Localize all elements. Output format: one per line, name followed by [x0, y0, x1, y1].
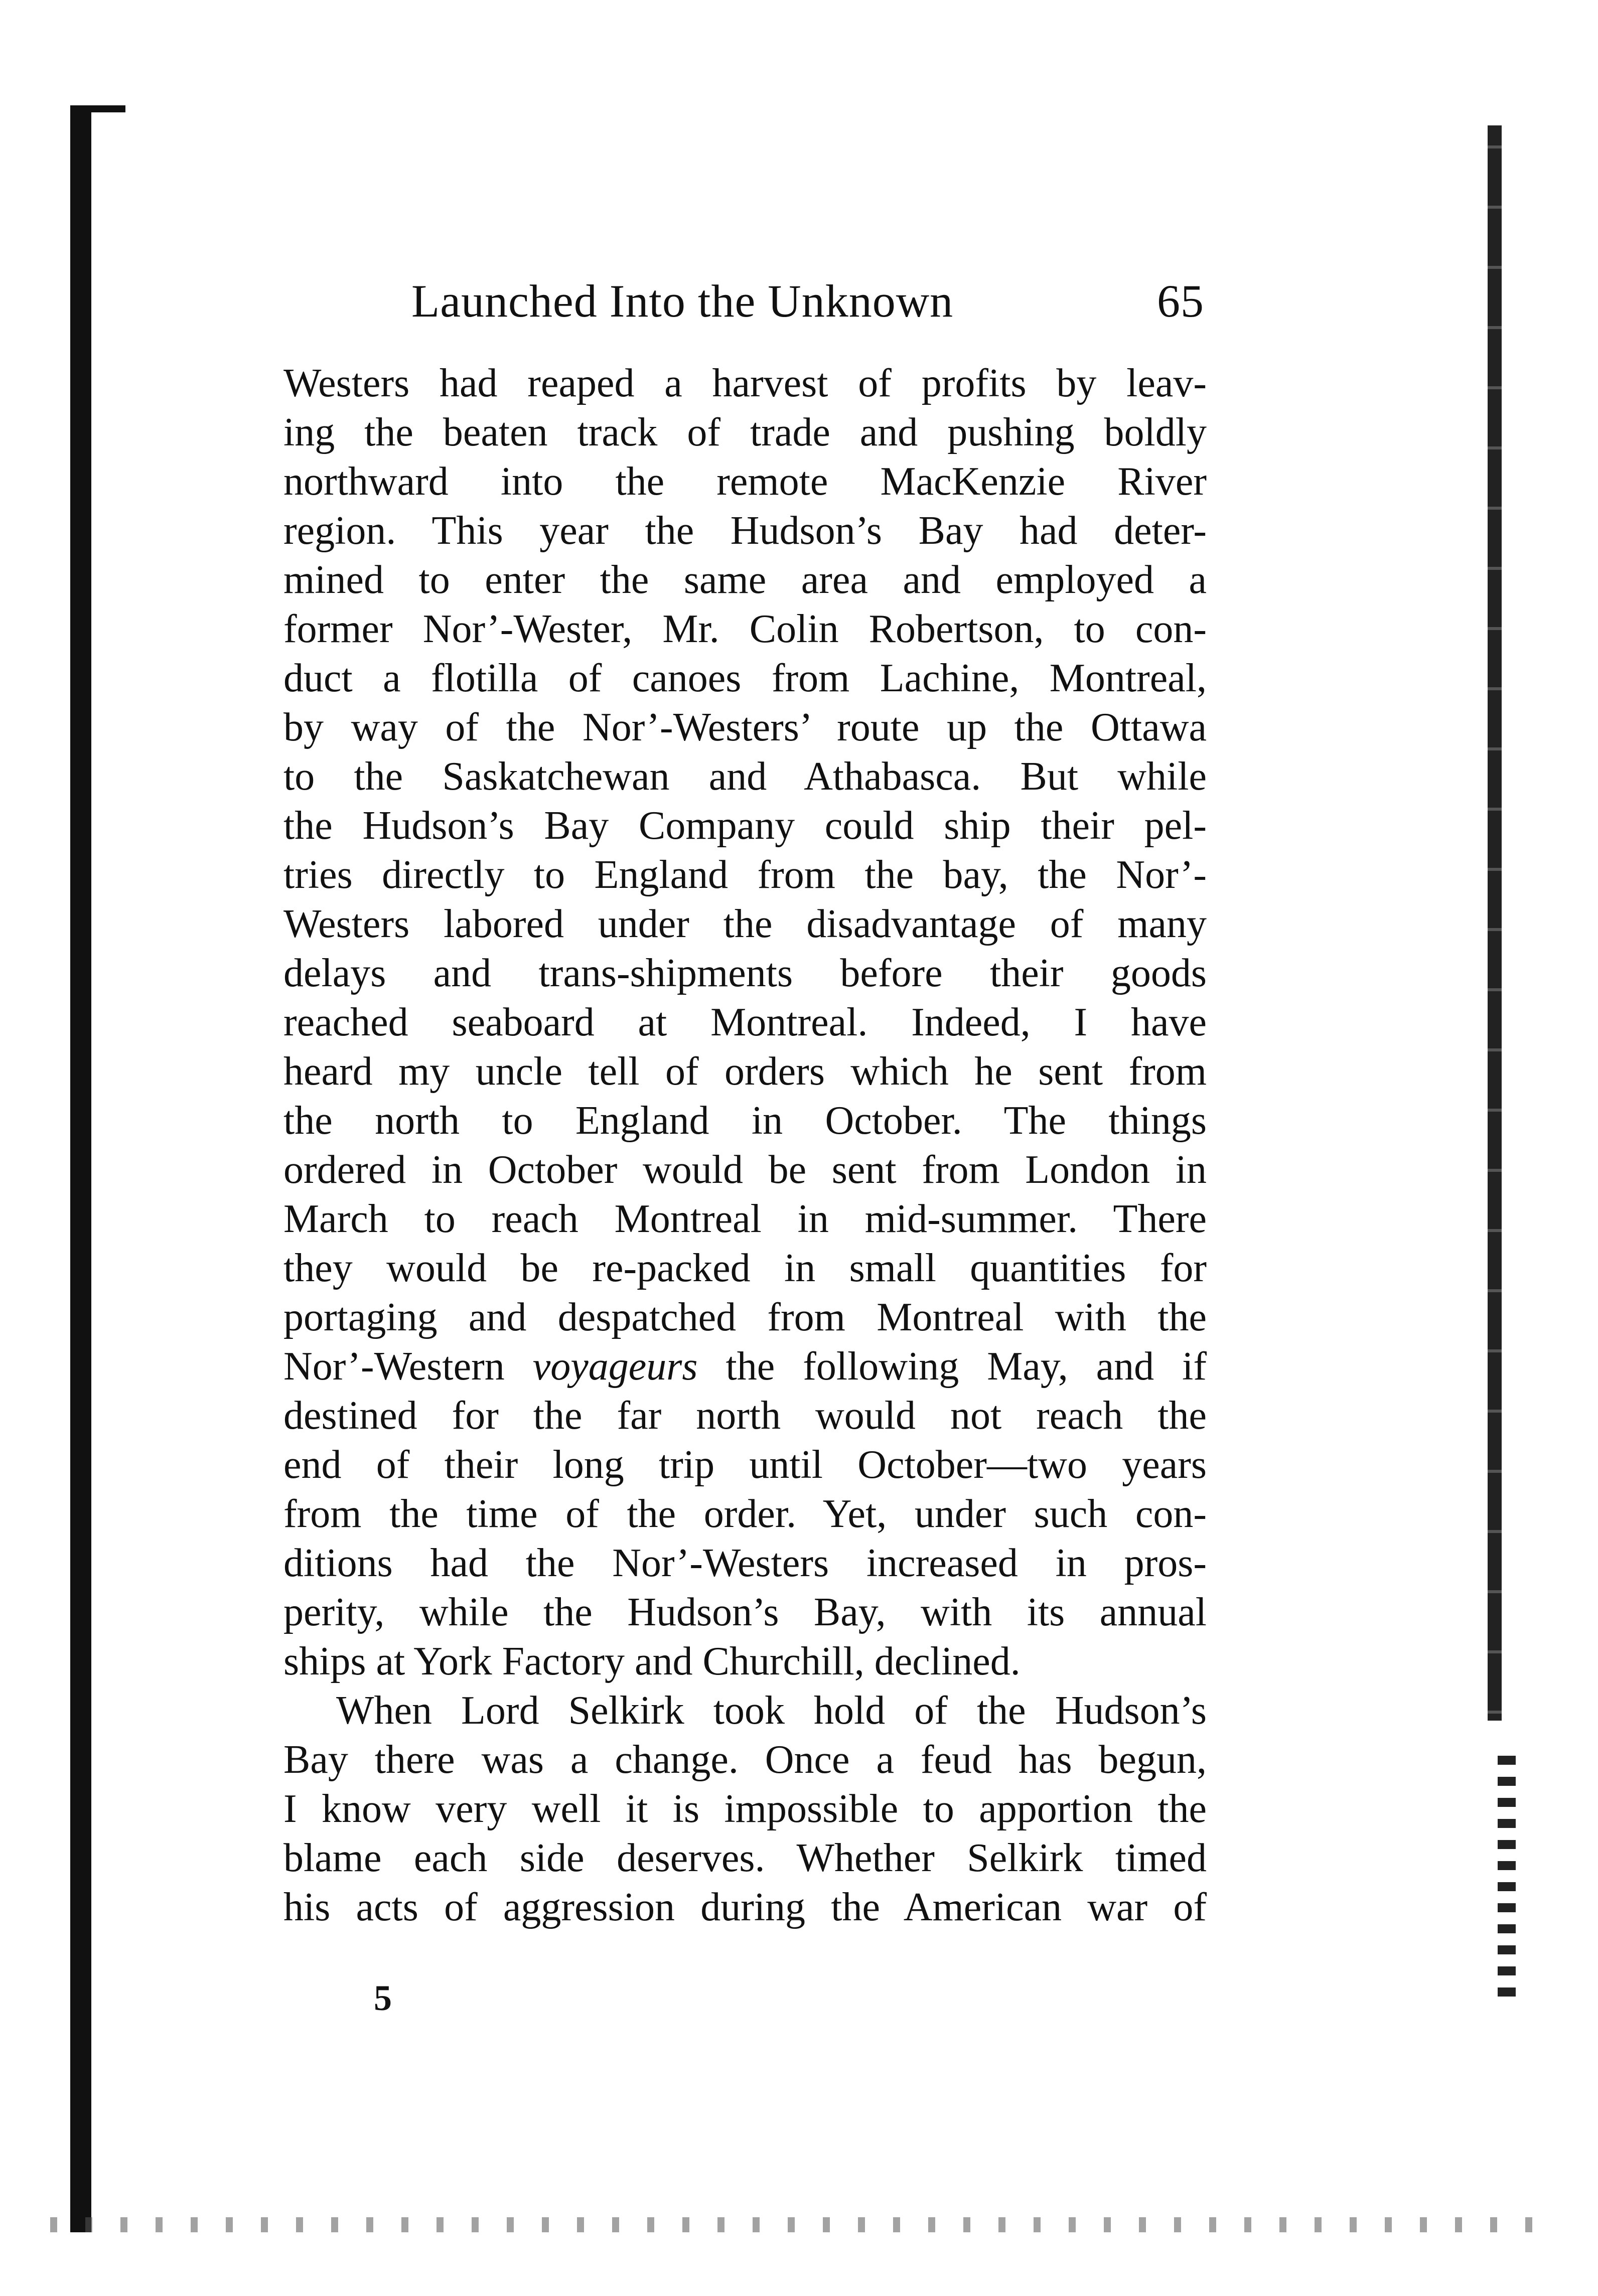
text-line: from the time of the order. Yet, under such con-	[283, 1492, 1207, 1536]
running-head	[411, 268, 1204, 334]
text-line: northward into the remote MacKenzie River	[283, 460, 1207, 504]
page-edge-bottom	[50, 2217, 1535, 2232]
signature-mark: 5	[374, 1978, 392, 2018]
text-line: mined to enter the same area and employed a	[283, 558, 1207, 602]
text-line: by way of the Nor’-Westers’ route up the Ottawa	[283, 705, 1207, 749]
text-line: Westers labored under the disadvantage of many	[283, 902, 1207, 946]
page-number: 65	[1157, 275, 1204, 327]
text-line: region. This year the Hudson’s Bay had deter-	[283, 509, 1207, 553]
italic-word: voyageurs	[532, 1344, 698, 1389]
page-edge-left	[70, 105, 91, 2232]
text-line: they would be re-packed in small quantities for	[283, 1246, 1207, 1290]
text-line: the north to England in October. The things	[283, 1099, 1207, 1143]
text-line: When Lord Selkirk took hold of the Hudson’s	[336, 1689, 1207, 1733]
text-line-with-italic	[283, 1342, 1207, 1391]
text-line: the Hudson’s Bay Company could ship their pel-	[283, 804, 1207, 848]
running-head-title: Launched Into the Unknown	[411, 275, 954, 327]
text-line: perity, while the Hudson’s Bay, with its annual	[283, 1590, 1207, 1634]
text-line: blame each side deserves. Whether Selkirk timed	[283, 1836, 1207, 1880]
text-line: ditions had the Nor’-Westers increased in pros-	[283, 1541, 1207, 1585]
text-line: Westers had reaped a harvest of profits by leav-	[283, 361, 1207, 405]
text-line: Bay there was a change. Once a feud has begun,	[283, 1738, 1207, 1782]
text-line: heard my uncle tell of orders which he sent from	[283, 1049, 1207, 1094]
text-line: March to reach Montreal in mid-summer. There	[283, 1197, 1207, 1241]
page-edge-right	[1488, 125, 1502, 1721]
text-segment: Nor’-Western	[283, 1344, 533, 1389]
text-line: I know very well it is impossible to apportion the	[283, 1787, 1207, 1831]
text-line: former Nor’-Wester, Mr. Colin Robertson, to con-	[283, 607, 1207, 651]
text-segment: the following May, and if	[697, 1344, 1207, 1389]
page-edge-left-tick	[70, 105, 125, 112]
text-line: portaging and despatched from Montreal with the	[283, 1295, 1207, 1339]
text-line: ing the beaten track of trade and pushing boldly	[283, 410, 1207, 454]
text-line: ordered in October would be sent from London in	[283, 1148, 1207, 1192]
text-line: his acts of aggression during the American war of	[283, 1885, 1207, 1929]
text-line: delays and trans-shipments before their goods	[283, 951, 1207, 995]
page-edge-right-marks	[1498, 1756, 1516, 1997]
text-line: ships at York Factory and Churchill, declined.	[283, 1639, 1021, 1683]
text-line: end of their long trip until October—two years	[283, 1443, 1207, 1487]
text-line: to the Saskatchewan and Athabasca. But while	[283, 754, 1207, 799]
text-line: tries directly to England from the bay, the Nor’-	[283, 853, 1207, 897]
text-line: duct a flotilla of canoes from Lachine, Montreal,	[283, 656, 1207, 700]
text-line: reached seaboard at Montreal. Indeed, I have	[283, 1000, 1207, 1044]
body-text	[283, 359, 1207, 1932]
text-line: destined for the far north would not reach the	[283, 1394, 1207, 1438]
